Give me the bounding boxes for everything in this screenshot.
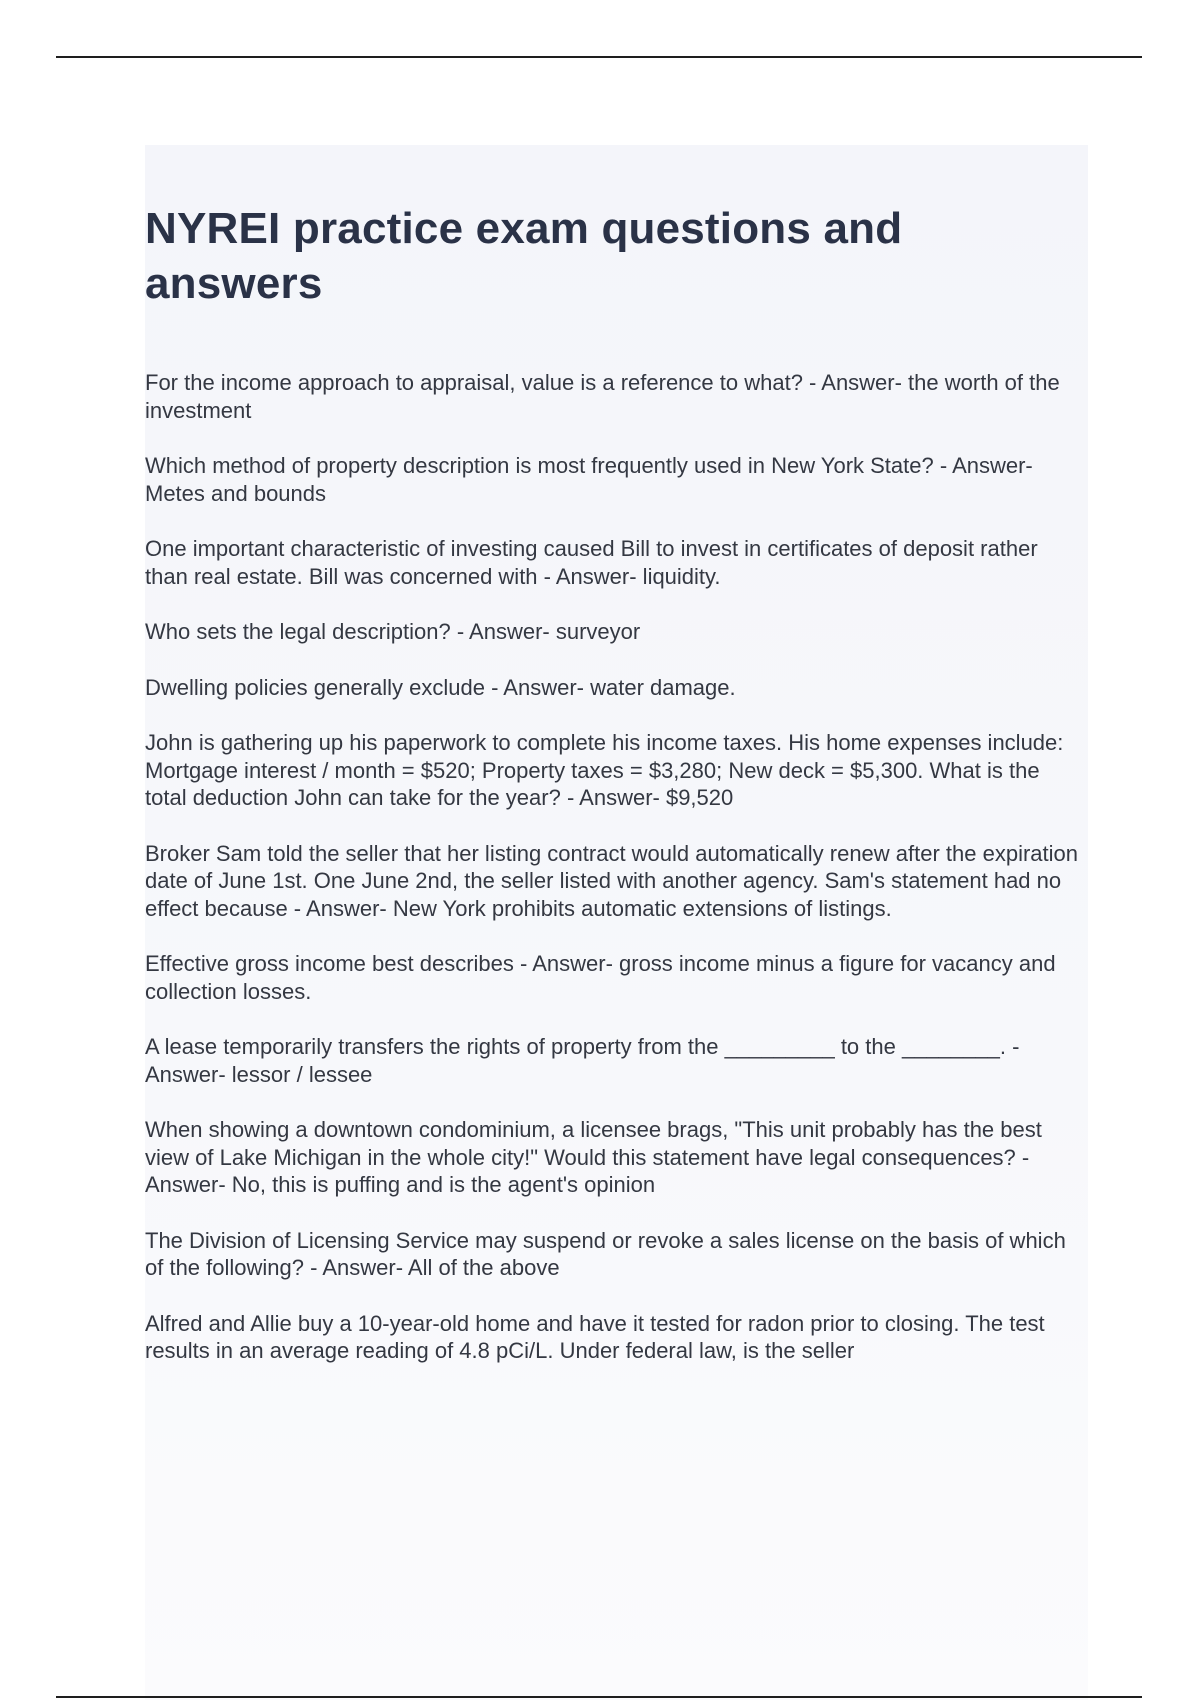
qa-item: Dwelling policies generally exclude - Answer- water damage.: [145, 674, 736, 700]
qa-item: Who sets the legal description? - Answer- surveyor: [145, 619, 641, 644]
qa-item: Alfred and Allie buy a 10-year-old home and have it tested for radon prior to closing. The test results in an average reading of 4.8 pCi/L. Under federal law, is the seller: [145, 1310, 1045, 1363]
qa-item: For the income approach to appraisal, value is a reference to what? - Answer- the worth of the investment: [145, 370, 1060, 423]
qa-list: [145, 369, 1088, 1365]
qa-item: When showing a downtown condominium, a licensee brags, "This unit probably has the best view of Lake Michigan in the whole city!" Would this statement have legal consequences? - Answer- No, this is puffing and is the agent's opinion: [145, 1117, 1042, 1197]
qa-item: Which method of property description is most frequently used in New York State? - Answer- Metes and bounds: [145, 453, 1033, 506]
qa-item: One important characteristic of investing caused Bill to invest in certificates of deposit rather than real estate. Bill was concerned with - Answer- liquidity.: [145, 536, 1038, 589]
qa-item: A lease temporarily transfers the rights of property from the _________ to the ________. - Answer- lessor / lessee: [145, 1034, 1020, 1087]
qa-item: Effective gross income best describes - Answer- gross income minus a figure for vacancy and collection losses.: [145, 951, 1056, 1004]
document-title: NYREI practice exam questions and answers: [145, 204, 903, 308]
qa-item: John is gathering up his paperwork to complete his income taxes. His home expenses include: Mortgage interest / month = $520; Property taxes = $3,280; New deck = $5,300. What is the total deduction John can take for the year? - Answer- $9,520: [145, 730, 1064, 810]
bottom-divider: [56, 1696, 1142, 1698]
top-divider: [56, 56, 1142, 58]
document-body: [145, 145, 1088, 1700]
title-block: [145, 145, 1088, 369]
qa-item: Broker Sam told the seller that her listing contract would automatically renew after the expiration date of June 1st. One June 2nd, the seller listed with another agency. Sam's statement had no effect because - Answer- New York prohibits automatic extensions of listings.: [145, 840, 1079, 921]
qa-item: The Division of Licensing Service may suspend or revoke a sales license on the basis of which of the following? - Answer- All of the above: [145, 1227, 1066, 1280]
